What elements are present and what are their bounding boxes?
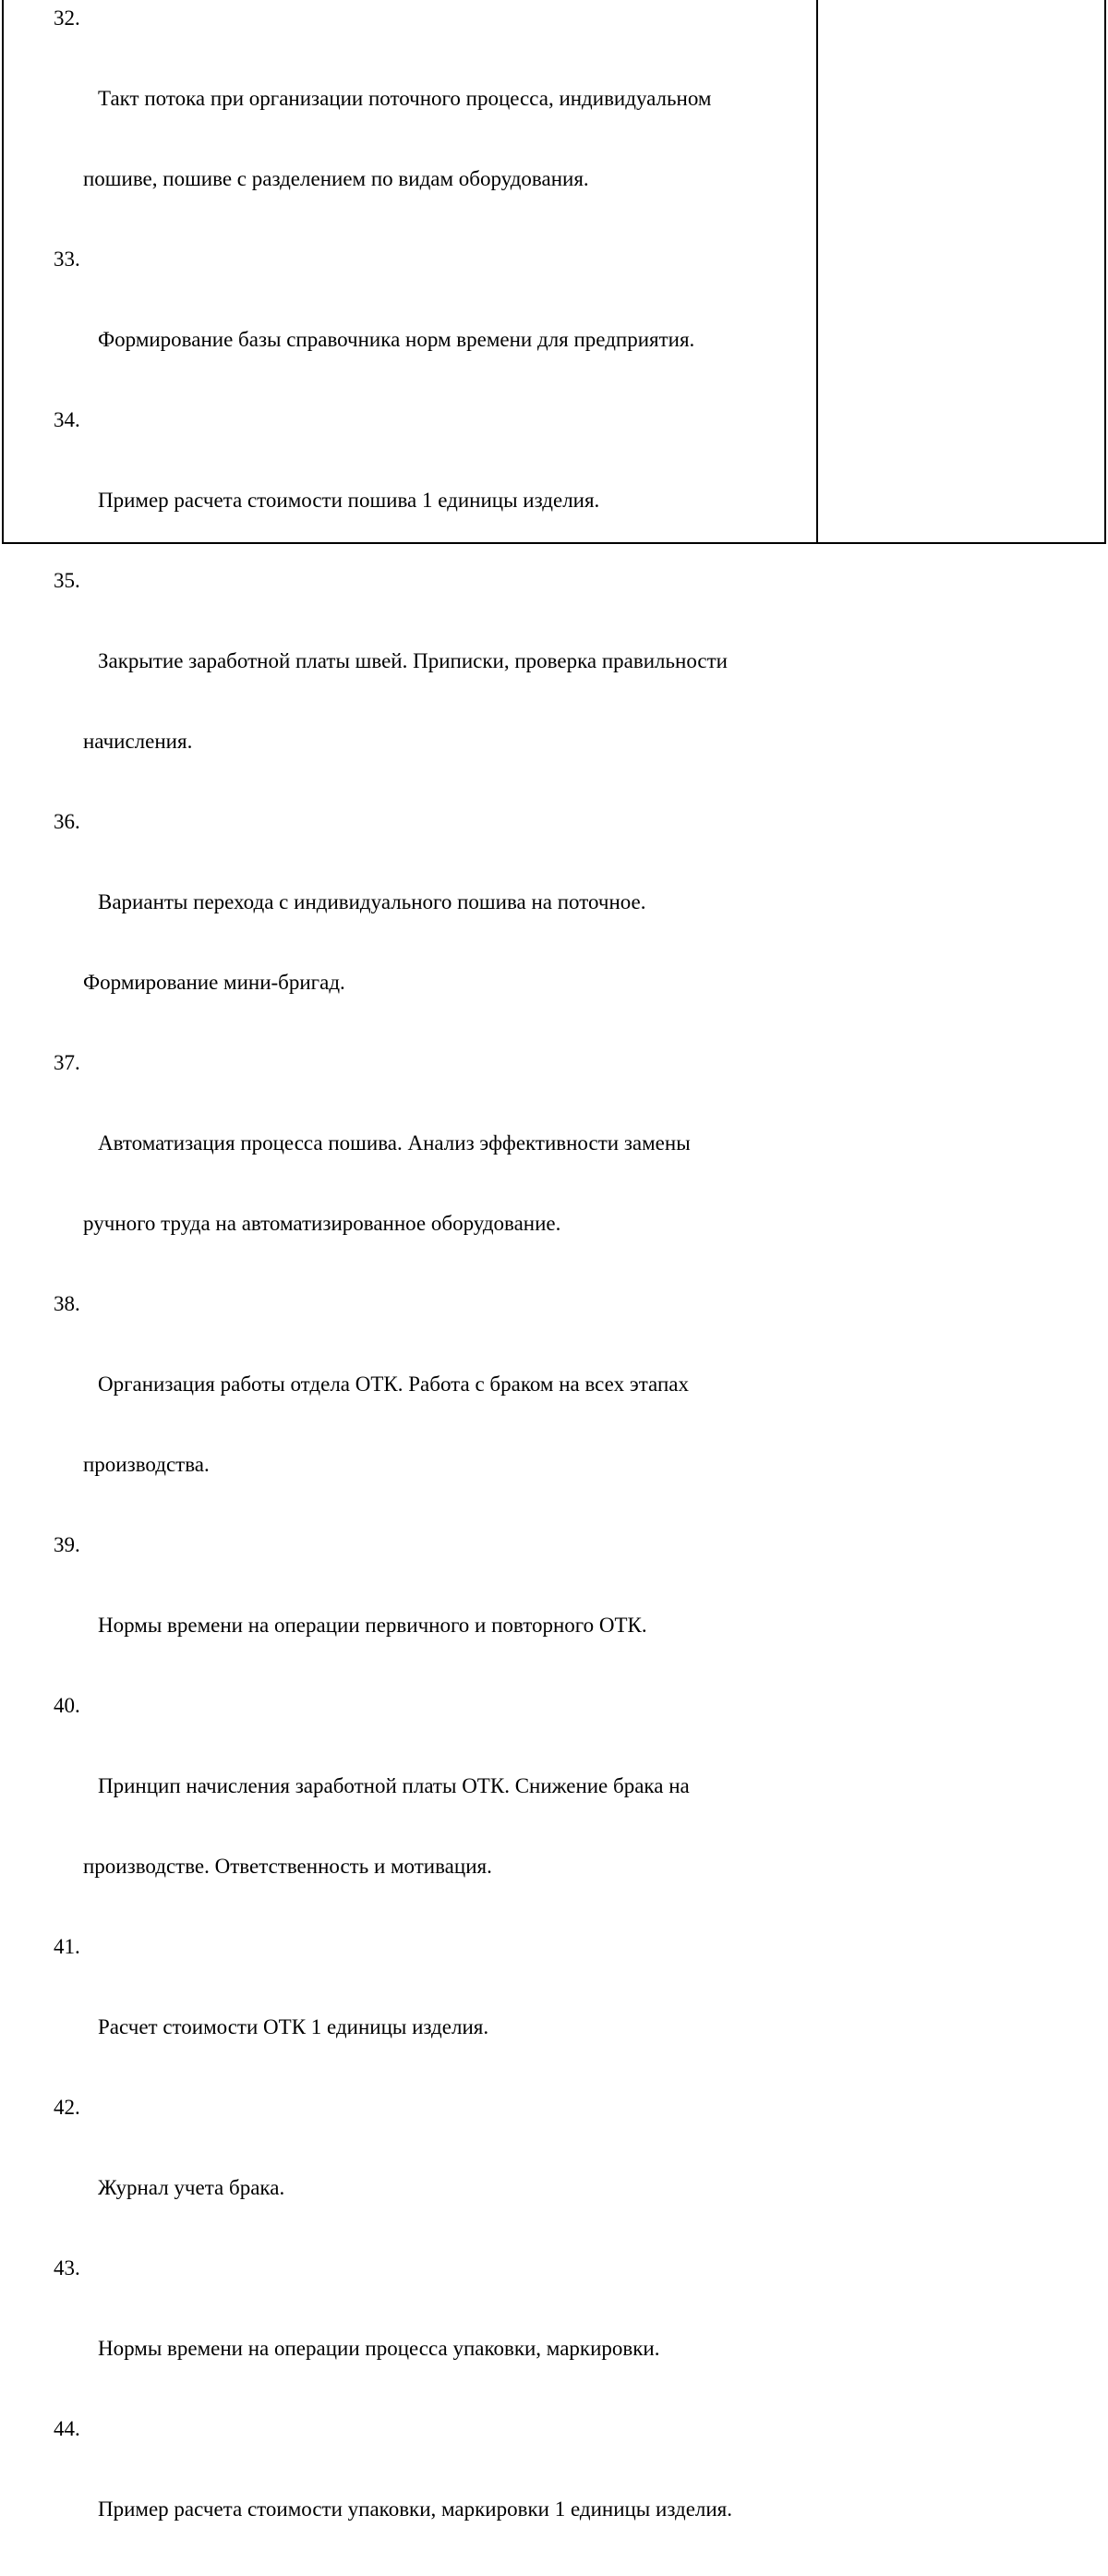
topic-list — [2, 5, 814, 2576]
list-item — [2, 2415, 814, 2576]
item-number: 33. — [54, 248, 80, 271]
item-number: 42. — [54, 2096, 80, 2119]
item-number: 40. — [54, 1694, 80, 1717]
list-item — [2, 246, 814, 406]
list-item — [2, 1692, 814, 1933]
item-line-1: Закрытие заработной платы швей. Приписки, проверка правильности — [98, 649, 728, 672]
item-number: 34. — [54, 408, 80, 431]
list-item — [2, 2094, 814, 2255]
item-number: 36. — [54, 810, 80, 833]
item-line-1: Автоматизация процесса пошива. Анализ эффективности замены — [98, 1131, 691, 1155]
item-number: 32. — [54, 6, 80, 30]
item-line-1: Пример расчета стоимости пошива 1 единицы изделия. — [98, 489, 600, 512]
list-item — [2, 1933, 814, 2094]
item-line-2: ручного труда на автоматизированное оборудование. — [83, 1212, 561, 1235]
item-line-2: пошиве, пошиве с разделением по видам оборудования. — [83, 167, 589, 190]
item-number: 38. — [54, 1292, 80, 1315]
item-line-2: производстве. Ответственность и мотивация. — [83, 1855, 492, 1878]
item-line-1: Нормы времени на операции процесса упаковки, маркировки. — [98, 2337, 660, 2360]
item-number: 44. — [54, 2417, 80, 2440]
item-number: 37. — [54, 1051, 80, 1074]
item-line-2: производства. — [83, 1453, 210, 1476]
list-item — [2, 567, 814, 808]
item-line-1: Организация работы отдела ОТК. Работа с браком на всех этапах — [98, 1373, 689, 1396]
item-line-1: Расчет стоимости ОТК 1 единицы изделия. — [98, 2015, 489, 2038]
item-line-1: Варианты перехода с индивидуального пошива на поточное. — [98, 890, 646, 913]
item-line-1: Пример расчета стоимости упаковки, маркировки 1 единицы изделия. — [98, 2497, 733, 2521]
item-line-1: Формирование базы справочника норм времени для предприятия. — [98, 328, 695, 351]
item-line-2: начисления. — [83, 730, 193, 753]
topics-cell — [2, 0, 814, 2521]
list-item — [2, 1531, 814, 1692]
item-number: 43. — [54, 2256, 80, 2280]
item-number: 35. — [54, 569, 80, 592]
item-line-2: Формирование мини-бригад. — [83, 971, 345, 994]
item-line-1: Журнал учета брака. — [98, 2176, 285, 2199]
list-item — [2, 1290, 814, 1531]
item-line-1: Нормы времени на операции первичного и повторного ОТК. — [98, 1614, 647, 1637]
notes-cell — [818, 0, 1104, 544]
list-item — [2, 808, 814, 1049]
item-number: 41. — [54, 1935, 80, 1958]
list-item — [2, 1049, 814, 1290]
item-line-1: Такт потока при организации поточного процесса, индивидуальном — [98, 87, 712, 110]
list-item — [2, 5, 814, 246]
list-item — [2, 406, 814, 567]
item-line-1: Принцип начисления заработной платы ОТК. Снижение брака на — [98, 1774, 690, 1797]
item-number: 39. — [54, 1533, 80, 1556]
list-item — [2, 2255, 814, 2415]
